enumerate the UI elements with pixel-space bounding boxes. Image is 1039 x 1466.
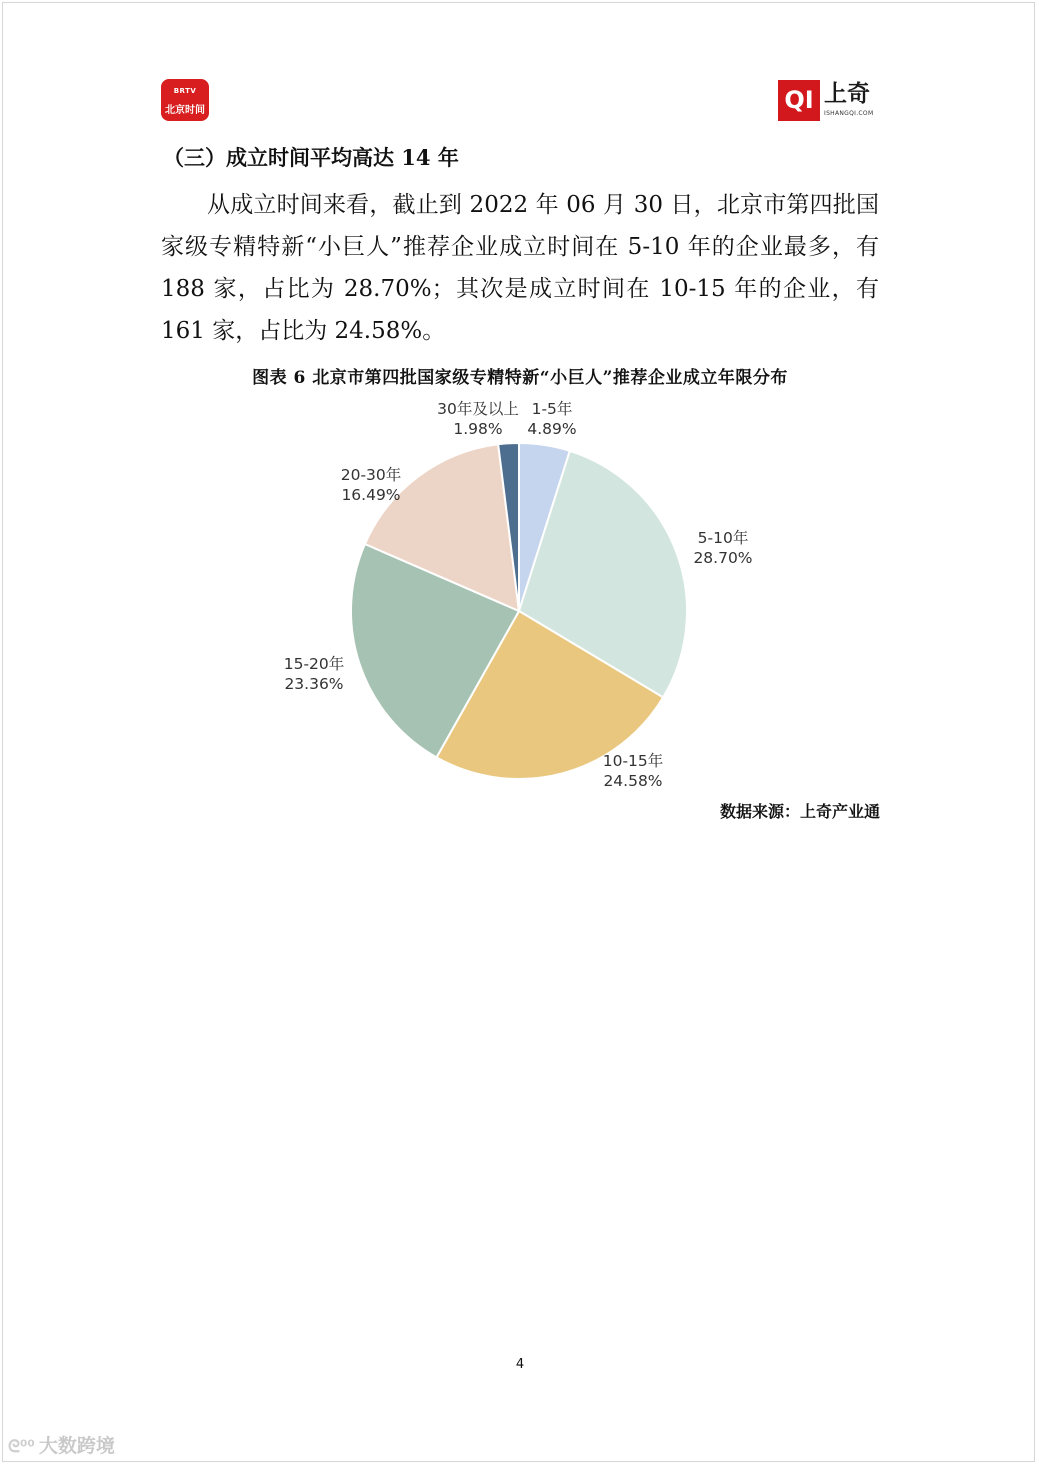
page-number: 4 xyxy=(515,1357,525,1372)
brtv-logo-name: 北京时间 xyxy=(165,105,205,116)
body-paragraph: 从成立时间来看，截止到 2022 年 06 月 30 日，北京市第四批国家级专精特新“小巨人”推荐企业成立时间在 5-10 年的企业最多，有 188 家，占比为 28.70%；其次是成立时间在 10-15 年的企业，有 161 家，占比为 24.58%。 xyxy=(161,192,879,344)
pie-label-0: 1-5年 xyxy=(531,400,573,418)
pie-label-1: 5-10年 xyxy=(697,529,749,547)
data-source: 数据来源：上奇产业通 xyxy=(719,802,880,821)
pie-label-4: 20-30年 xyxy=(340,466,402,484)
pie-value-label-3: 23.36% xyxy=(284,675,344,693)
watermark-logo-icon: ᘓ⁰⁰ xyxy=(8,1437,35,1457)
pie-value-label-0: 4.89% xyxy=(527,420,577,438)
pie-label-3: 15-20年 xyxy=(283,655,345,673)
brtv-logo xyxy=(161,79,209,121)
pie-value-label-5: 1.98% xyxy=(453,420,503,438)
pie-value-label-1: 28.70% xyxy=(693,549,753,567)
pie-value-label-2: 24.58% xyxy=(603,772,663,790)
pie-chart xyxy=(240,392,800,802)
brtv-logo-tag: BRTV xyxy=(173,87,197,95)
section-heading: （三）成立时间平均高达 14 年 xyxy=(163,145,459,170)
pie-label-2: 10-15年 xyxy=(602,752,664,770)
shangqi-logo-name: 上奇 xyxy=(824,81,870,107)
watermark-text: 大数跨境 xyxy=(38,1435,115,1457)
pie-label-5: 30年及以上 xyxy=(437,400,519,418)
shangqi-logo xyxy=(778,80,880,122)
shangqi-logo-domain: ISHANGQI.COM xyxy=(824,110,874,117)
watermark xyxy=(8,1432,148,1460)
shangqi-logo-mark-text: QI xyxy=(784,86,814,114)
pie-value-label-4: 16.49% xyxy=(341,486,401,504)
shangqi-logo-mark xyxy=(778,80,820,121)
figure-caption: 图表 6 北京市第四批国家级专精特新“小巨人”推荐企业成立年限分布 xyxy=(252,368,788,388)
